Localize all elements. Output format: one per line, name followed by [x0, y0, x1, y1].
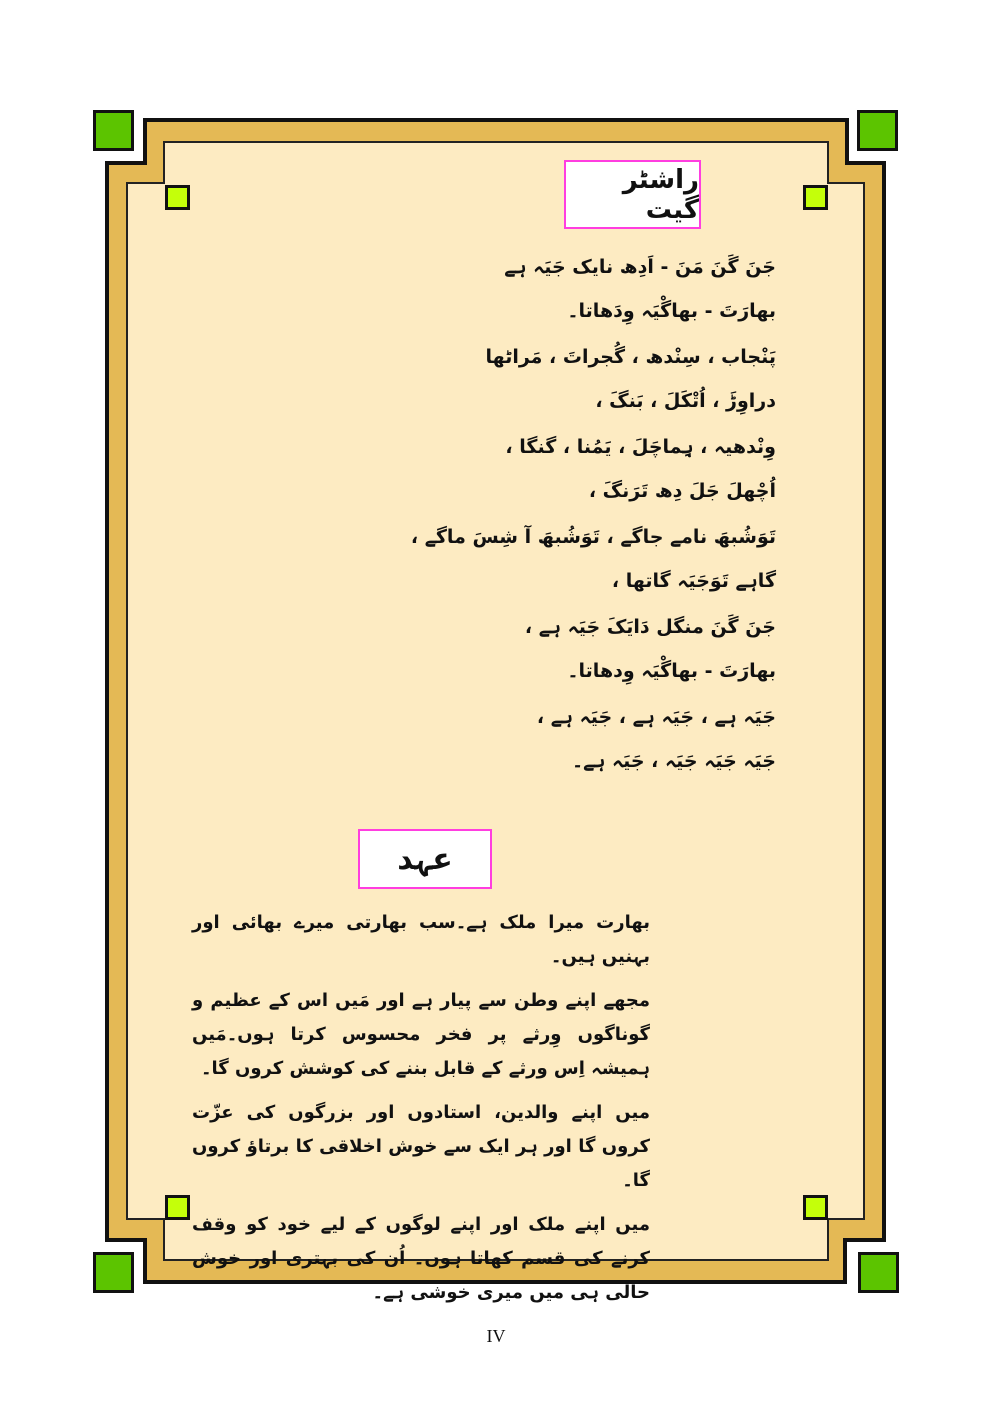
anthem-line: پَنْجاب ، سِنْدھ ، گُجراتَ ، مَراٹھا: [485, 346, 776, 368]
anthem-line: اُچْھلَ جَلَ دِھ تَرَنگَ ،: [588, 480, 776, 502]
inner-square-bottom-right: [803, 1195, 828, 1220]
anthem-line: جَنَ گَنَ منگل دَایَکَ جَیَہ ہے ،: [524, 616, 776, 638]
corner-square-bottom-right: [858, 1252, 899, 1293]
corner-square-top-right: [857, 110, 898, 151]
anthem-line: تَوَشُبھَ نامے جاگے ، تَوَشُبھَ آ شِسَ ماگے ،: [410, 526, 776, 548]
anthem-line: دراوِڑَ ، اُتْکَلَ ، بَنگَ ،: [595, 390, 776, 412]
anthem-line: گاہے تَوَجَیَہ گاتھا ،: [611, 570, 776, 592]
anthem-line: جَیَہ ہے ، جَیَہ ہے ، جَیَہ ہے ،: [536, 706, 776, 728]
anthem-line: جَنَ گَنَ مَنَ - اَدِھ نایک جَیَہ ہے: [504, 256, 776, 278]
anthem-title: راشٹر گیت: [564, 160, 701, 229]
anthem-line: بھارَتَ - بھاگْیَہ وِدَھاتا۔: [567, 300, 776, 322]
inner-square-top-left: [165, 185, 190, 210]
pledge-title: عہد: [358, 829, 492, 889]
page-number: IV: [486, 1326, 506, 1346]
corner-square-top-left: [93, 110, 134, 151]
inner-square-bottom-left: [165, 1195, 190, 1220]
pledge-paragraph: بھارت میرا ملک ہے۔سب بھارتی میرے بھائی اور بہنیں ہیں۔: [192, 912, 650, 967]
inner-square-top-right: [803, 185, 828, 210]
anthem-line: وِنْدھیہ ، ہِماچَلَ ، یَمُنا ، گنگا ،: [505, 436, 776, 458]
anthem-line: بھارَتَ - بھاگْیَہ وِدھاتا۔: [567, 660, 776, 682]
anthem-lines: [200, 252, 776, 776]
pledge-text: [192, 906, 650, 1320]
pledge-paragraph: مجھے اپنے وطن سے پیار ہے اور مَیں اس کے عظیم و گوناگوں وِرثے پر فخر محسوس کرتا ہوں۔مَیں ہمیشہ اِس ورثے کے قابل بننے کی کوشش کروں گا۔: [192, 990, 650, 1079]
corner-square-bottom-left: [93, 1252, 134, 1293]
anthem-line: جَیَہ جَیَہ جَیَہ ، جَیَہ ہے۔: [571, 750, 776, 772]
pledge-paragraph: میں اپنے والدین، استادوں اور بزرگوں کی عزّت کروں گا اور ہر ایک سے خوش اخلاقی کا برتاؤ کروں گا۔: [192, 1102, 650, 1191]
pledge-paragraph: میں اپنے ملک اور اپنے لوگوں کے لیے خود کو وقف کرنے کی قسم کھاتا ہوں۔ اُن کی بہتری اور خوش حالی ہی میں میری خوشی ہے۔: [192, 1214, 650, 1303]
